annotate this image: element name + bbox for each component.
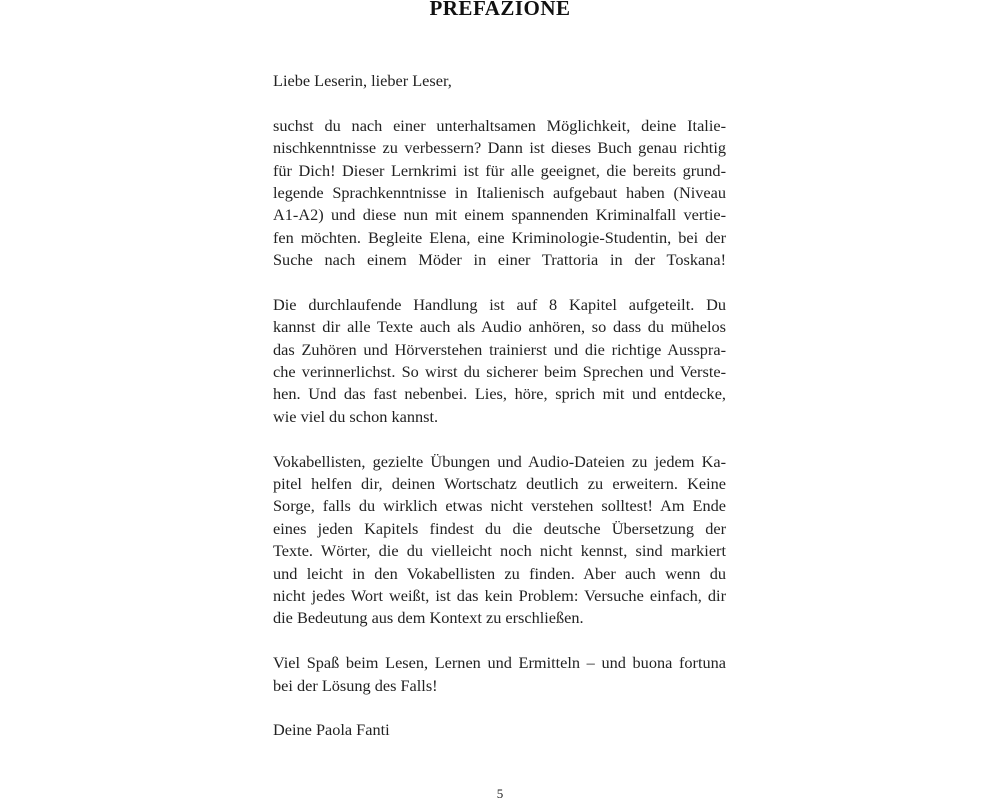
paragraph-line: nischkenntnisse zu verbessern? Dann ist dieses Buch genau richtig <box>273 138 726 158</box>
paragraph-3 <box>273 451 726 630</box>
paragraph-line: che verinnerlichst. So wirst du sicherer beim Sprechen und Verste- <box>273 362 726 382</box>
paragraph-line: Suche nach einem Möder in einer Trattoria in der Toskana! <box>273 250 726 270</box>
paragraph-line: pitel helfen dir, deinen Wortschatz deutlich zu erweitern. Keine <box>273 474 726 494</box>
paragraph-line: das Zuhören und Hörverstehen trainierst und die richtige Ausspra- <box>273 339 726 359</box>
paragraph-gap <box>273 630 726 652</box>
paragraph-4 <box>273 652 726 697</box>
paragraph-gap <box>273 272 726 294</box>
paragraph-line: fen möchten. Begleite Elena, eine Kriminologie-Studentin, bei der <box>273 227 726 247</box>
paragraph-line: eines jeden Kapitels findest du die deutsche Übersetzung der <box>273 518 726 538</box>
signature: Deine Paola Fanti <box>273 720 390 740</box>
paragraph-line: Die durchlaufende Handlung ist auf 8 Kapitel aufgeteilt. Du <box>273 294 726 314</box>
paragraph-line: nicht jedes Wort weißt, ist das kein Problem: Versuche einfach, dir <box>273 585 726 605</box>
paragraph-line: Sorge, falls du wirklich etwas nicht verstehen solltest! Am Ende <box>273 496 726 516</box>
paragraph-line: Texte. Wörter, die du vielleicht noch nicht kennst, sind markiert <box>273 541 726 561</box>
paragraph-line: hen. Und das fast nebenbei. Lies, höre, sprich mit und entdecke, <box>273 384 726 404</box>
page-number: 5 <box>496 786 504 801</box>
paragraph-line: Vokabellisten, gezielte Übungen und Audio-Dateien zu jedem Ka- <box>273 451 726 471</box>
paragraph-2 <box>273 294 726 428</box>
paragraph-gap <box>273 92 726 114</box>
paragraph-line: legende Sprachkenntnisse in Italienisch aufgebaut haben (Niveau <box>273 182 726 202</box>
salutation: Liebe Leserin, lieber Leser, <box>273 71 452 90</box>
paragraph-gap <box>273 697 726 719</box>
paragraph-line: für Dich! Dieser Lernkrimi ist für alle geeignet, die bereits grund- <box>273 160 726 180</box>
paragraph-line: und leicht in den Vokabellisten zu finden. Aber auch wenn du <box>273 563 726 583</box>
preface-body <box>273 70 726 742</box>
paragraph-line: A1-A2) und diese nun mit einem spannenden Kriminalfall vertie- <box>273 205 726 225</box>
paragraph-gap <box>273 428 726 450</box>
paragraph-line: die Bedeutung aus dem Kontext zu erschließen. <box>273 608 584 628</box>
paragraph-line: Viel Spaß beim Lesen, Lernen und Ermitteln – und buona fortuna <box>273 653 726 673</box>
paragraph-line: suchst du nach einer unterhaltsamen Möglichkeit, deine Italie- <box>273 115 726 135</box>
paragraph-1 <box>273 115 726 272</box>
paragraph-line: wie viel du schon kannst. <box>273 406 439 426</box>
paragraph-line: bei der Lösung des Falls! <box>273 675 438 695</box>
page-title: PREFAZIONE <box>429 0 571 20</box>
paragraph-line: kannst dir alle Texte auch als Audio anhören, so dass du mühelos <box>273 317 726 337</box>
